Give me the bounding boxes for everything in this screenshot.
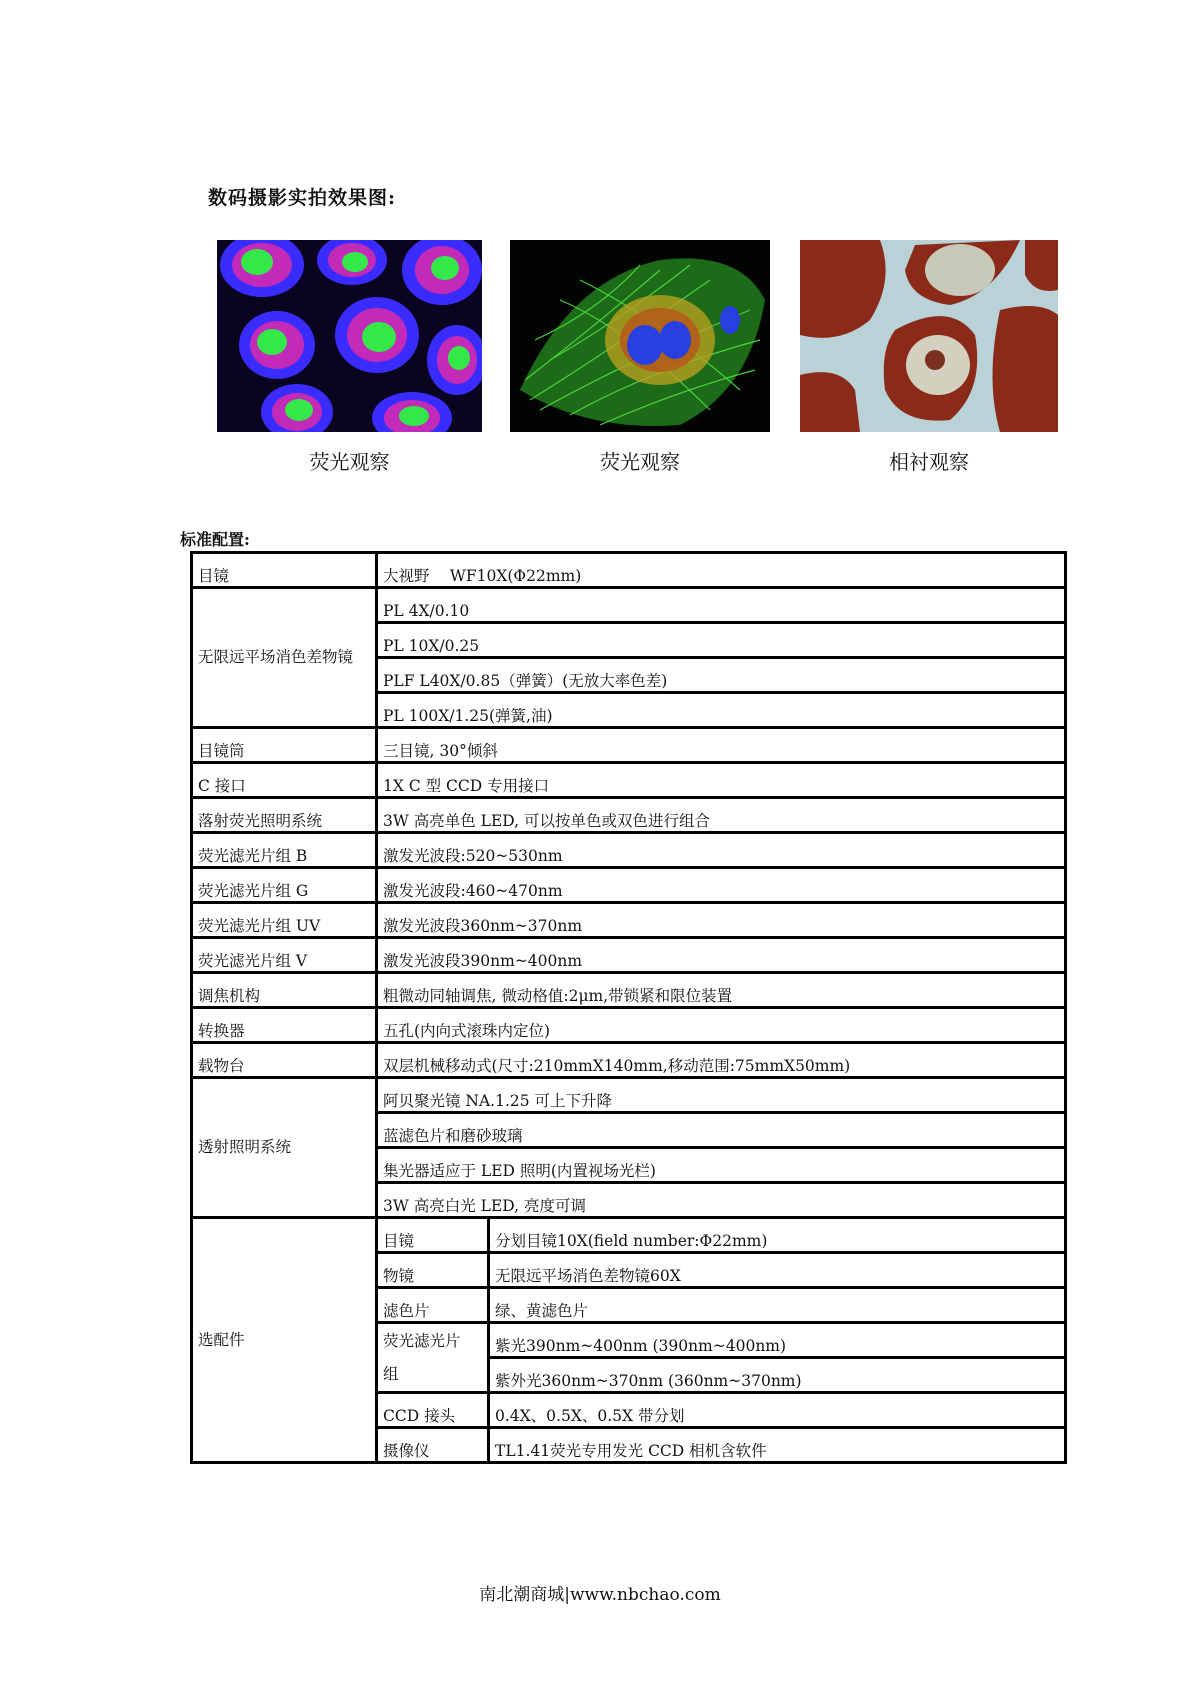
spec-value: 粗微动同轴调焦, 微动格值:2μm,带锁紧和限位装置 — [377, 973, 1066, 1008]
option-name: 物镜 — [377, 1253, 489, 1288]
option-name: 滤色片 — [377, 1288, 489, 1323]
option-value: 紫外光360nm~370nm (360nm~370nm) — [489, 1358, 1066, 1393]
table-row — [192, 973, 1066, 1008]
spec-value: 集光器适应于 LED 照明(内置视场光栏) — [377, 1148, 1066, 1183]
spec-label: 载物台 — [192, 1043, 377, 1078]
spec-label: 目镜 — [192, 553, 377, 588]
option-value: TL1.41荧光专用发光 CCD 相机含软件 — [489, 1428, 1066, 1463]
table-row — [192, 1218, 1066, 1253]
spec-table — [190, 551, 1067, 1464]
spec-label: 目镜筒 — [192, 728, 377, 763]
spec-label: 透射照明系统 — [192, 1078, 377, 1218]
spec-value: 五孔(内向式滚珠内定位) — [377, 1008, 1066, 1043]
table-row — [192, 868, 1066, 903]
footer-site: 南北潮商城|www.nbchao.com — [479, 1585, 721, 1605]
option-value: 绿、黄滤色片 — [489, 1288, 1066, 1323]
table-row — [192, 553, 1066, 588]
option-name: 摄像仪 — [377, 1428, 489, 1463]
spec-value: PL 4X/0.10 — [377, 588, 1066, 623]
table-row — [192, 903, 1066, 938]
table-row — [192, 1008, 1066, 1043]
spec-label: 荧光滤光片组 UV — [192, 903, 377, 938]
spec-value: 阿贝聚光镜 NA.1.25 可上下升降 — [377, 1078, 1066, 1113]
page-heading: 数码摄影实拍效果图: — [208, 187, 397, 209]
table-row — [192, 1043, 1066, 1078]
option-name: 目镜 — [377, 1218, 489, 1253]
photo-caption-2: 荧光观察 — [600, 450, 680, 474]
option-value: 紫光390nm~400nm (390nm~400nm) — [489, 1323, 1066, 1358]
table-row — [192, 588, 1066, 623]
phase-contrast-photo — [800, 240, 1058, 432]
table-row — [192, 938, 1066, 973]
spec-value: PLF L40X/0.85（弹簧）(无放大率色差) — [377, 658, 1066, 693]
option-value: 0.4X、0.5X、0.5X 带分划 — [489, 1393, 1066, 1428]
table-row — [192, 798, 1066, 833]
option-name: 荧光滤光片组 — [377, 1323, 489, 1393]
option-value: 分划目镜10X(field number:Φ22mm) — [489, 1218, 1066, 1253]
spec-label: 选配件 — [192, 1218, 377, 1463]
spec-label: 荧光滤光片组 B — [192, 833, 377, 868]
spec-value: 大视野 WF10X(Φ22mm) — [377, 553, 1066, 588]
spec-value: PL 10X/0.25 — [377, 623, 1066, 658]
fluorescence-photo-1 — [217, 240, 482, 432]
spec-value: 激发光波段390nm~400nm — [377, 938, 1066, 973]
spec-value: PL 100X/1.25(弹簧,油) — [377, 693, 1066, 728]
option-name: CCD 接头 — [377, 1393, 489, 1428]
spec-value: 3W 高亮白光 LED, 亮度可调 — [377, 1183, 1066, 1218]
spec-label: 调焦机构 — [192, 973, 377, 1008]
spec-value: 激发光波段:460~470nm — [377, 868, 1066, 903]
spec-value: 激发光波段:520~530nm — [377, 833, 1066, 868]
spec-label: C 接口 — [192, 763, 377, 798]
spec-label: 转换器 — [192, 1008, 377, 1043]
spec-label: 无限远平场消色差物镜 — [192, 588, 377, 728]
spec-value: 3W 高亮单色 LED, 可以按单色或双色进行组合 — [377, 798, 1066, 833]
table-row — [192, 728, 1066, 763]
table-row — [192, 833, 1066, 868]
photo-caption-1: 荧光观察 — [309, 450, 390, 474]
spec-value: 双层机械移动式(尺寸:210mmX140mm,移动范围:75mmX50mm) — [377, 1043, 1066, 1078]
table-row — [192, 1078, 1066, 1113]
table-row — [192, 763, 1066, 798]
spec-label: 落射荧光照明系统 — [192, 798, 377, 833]
spec-value: 1X C 型 CCD 专用接口 — [377, 763, 1066, 798]
spec-value: 蓝滤色片和磨砂玻璃 — [377, 1113, 1066, 1148]
spec-value: 三目镜, 30°倾斜 — [377, 728, 1066, 763]
fluorescence-photo-2 — [510, 240, 770, 432]
photo-caption-3: 相衬观察 — [889, 450, 969, 474]
spec-value: 激发光波段360nm~370nm — [377, 903, 1066, 938]
section-title-config: 标准配置: — [180, 530, 250, 549]
spec-label: 荧光滤光片组 G — [192, 868, 377, 903]
option-value: 无限远平场消色差物镜60X — [489, 1253, 1066, 1288]
spec-label: 荧光滤光片组 V — [192, 938, 377, 973]
